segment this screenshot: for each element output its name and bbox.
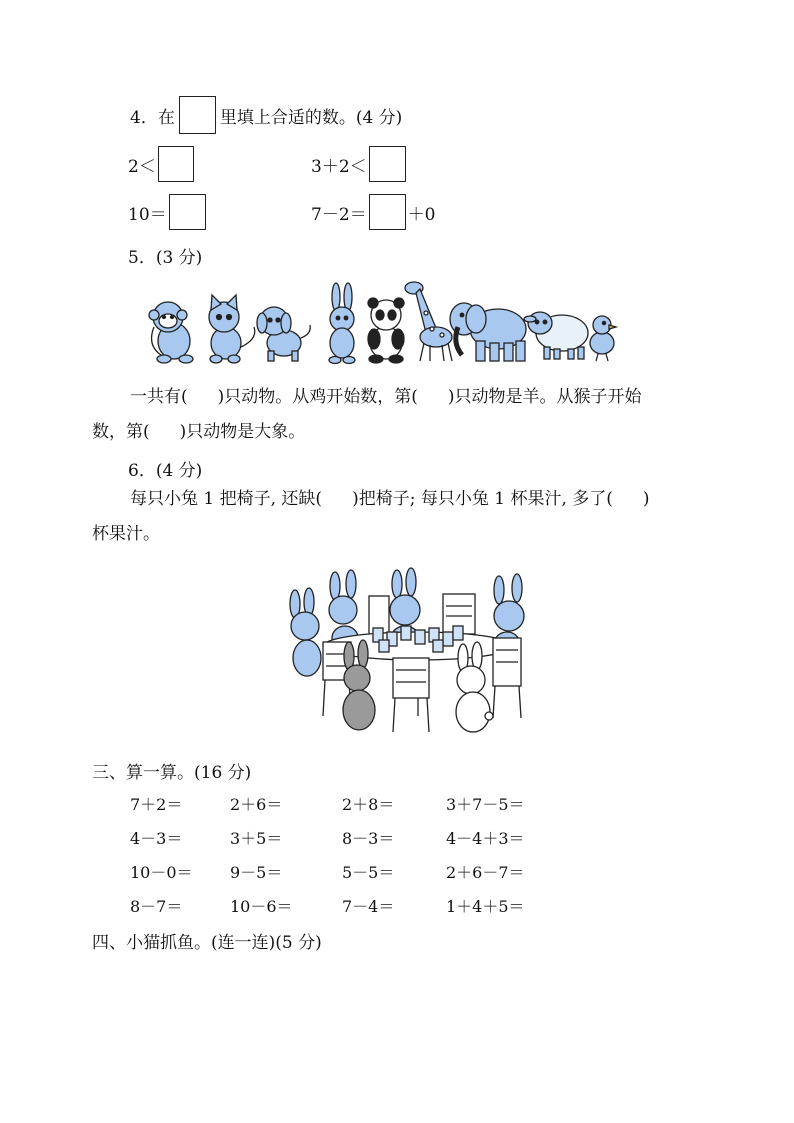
calc-r3-c2: 9－5＝ [230, 863, 283, 882]
calc-r1-c4: 3＋7－5＝ [446, 795, 525, 814]
sheep-icon [524, 312, 588, 359]
q4-item-1 [128, 145, 194, 183]
q5-question-line-1 [130, 379, 642, 415]
panda-icon [368, 298, 404, 363]
q6-question-line-2: 杯果汁。 [92, 524, 160, 544]
q4-item-4-right: ＋0 [407, 204, 436, 225]
calc-r4-c4: 1＋4＋5＝ [446, 897, 525, 916]
sec3-title: 三、算一算。(16 分) [92, 763, 252, 783]
elephant-icon [450, 303, 526, 361]
calc-r1-c2: 2＋6＝ [230, 795, 283, 814]
q6-text-a: 每只小兔 1 把椅子, 还缺( [130, 489, 323, 509]
chair-front-middle [393, 658, 429, 732]
calc-r4-c1: 8－7＝ [130, 897, 183, 916]
q5-title: 5．(3 分) [128, 248, 203, 268]
calc-r4-c2: 10－6＝ [230, 897, 293, 916]
calc-r2-c1: 4－3＝ [130, 829, 183, 848]
sec4-title: 四、小猫抓鱼。(连一连)(5 分) [92, 933, 322, 953]
q4-instruction: 里填上合适的数。(4 分) [219, 107, 403, 128]
q4-item-3 [128, 193, 206, 231]
q4-item-4 [311, 193, 435, 231]
q4-item-4-left: 7－2＝ [311, 204, 367, 225]
calc-r1-c1: 7＋2＝ [130, 795, 183, 814]
cat-icon [209, 295, 255, 363]
q4-item-2 [311, 145, 406, 183]
calc-r3-c4: 2＋6－7＝ [446, 863, 525, 882]
q4-number: 4． [130, 107, 158, 128]
q5-text-b: )只动物。从鸡开始数，第( [217, 387, 418, 407]
q6-text-c: ) [642, 489, 650, 509]
monkey-icon [149, 302, 193, 363]
q5-text-a: 一共有( [130, 387, 188, 407]
q5-question-line-2 [92, 414, 305, 450]
q5-animal-row [146, 277, 622, 365]
q4-answer-box-4[interactable] [369, 194, 406, 230]
q5-text-d: 数，第( [92, 422, 150, 442]
chick-icon [590, 316, 616, 361]
q4-answer-box-2[interactable] [369, 146, 406, 182]
calc-r3-c3: 5－5＝ [342, 863, 395, 882]
rabbit-back-left [290, 588, 321, 676]
q4-item-1-left: 2＜ [128, 156, 156, 177]
calc-r1-c3: 2＋8＝ [342, 795, 395, 814]
calc-r3-c1: 10－0＝ [130, 863, 193, 882]
calc-r2-c3: 8－3＝ [342, 829, 395, 848]
q4-item-2-left: 3＋2＜ [311, 156, 367, 177]
q4-answer-box-1[interactable] [158, 146, 194, 182]
q4-answer-box-3[interactable] [169, 194, 206, 230]
q4-header [130, 95, 402, 135]
chair-front-right [493, 638, 521, 718]
giraffe-icon [405, 282, 452, 361]
q5-text-e: )只动物是大象。 [179, 422, 306, 442]
calc-r2-c4: 4－4＋3＝ [446, 829, 525, 848]
calc-r4-c3: 7－4＝ [342, 897, 395, 916]
q6-text-b: )把椅子; 每只小兔 1 杯果汁, 多了( [352, 489, 613, 509]
dog-icon [257, 307, 310, 361]
q6-rabbits-table-illustration [283, 566, 533, 736]
rabbit-icon [329, 283, 355, 364]
q6-title: 6．(4 分) [128, 461, 203, 481]
q6-question-line-1 [130, 481, 650, 517]
calc-r2-c2: 3＋5＝ [230, 829, 283, 848]
q4-item-3-left: 10＝ [128, 204, 167, 225]
q4-pre-text: 在 [157, 107, 175, 128]
q4-example-box [179, 96, 216, 134]
q5-text-c: )只动物是羊。从猴子开始 [447, 387, 642, 407]
